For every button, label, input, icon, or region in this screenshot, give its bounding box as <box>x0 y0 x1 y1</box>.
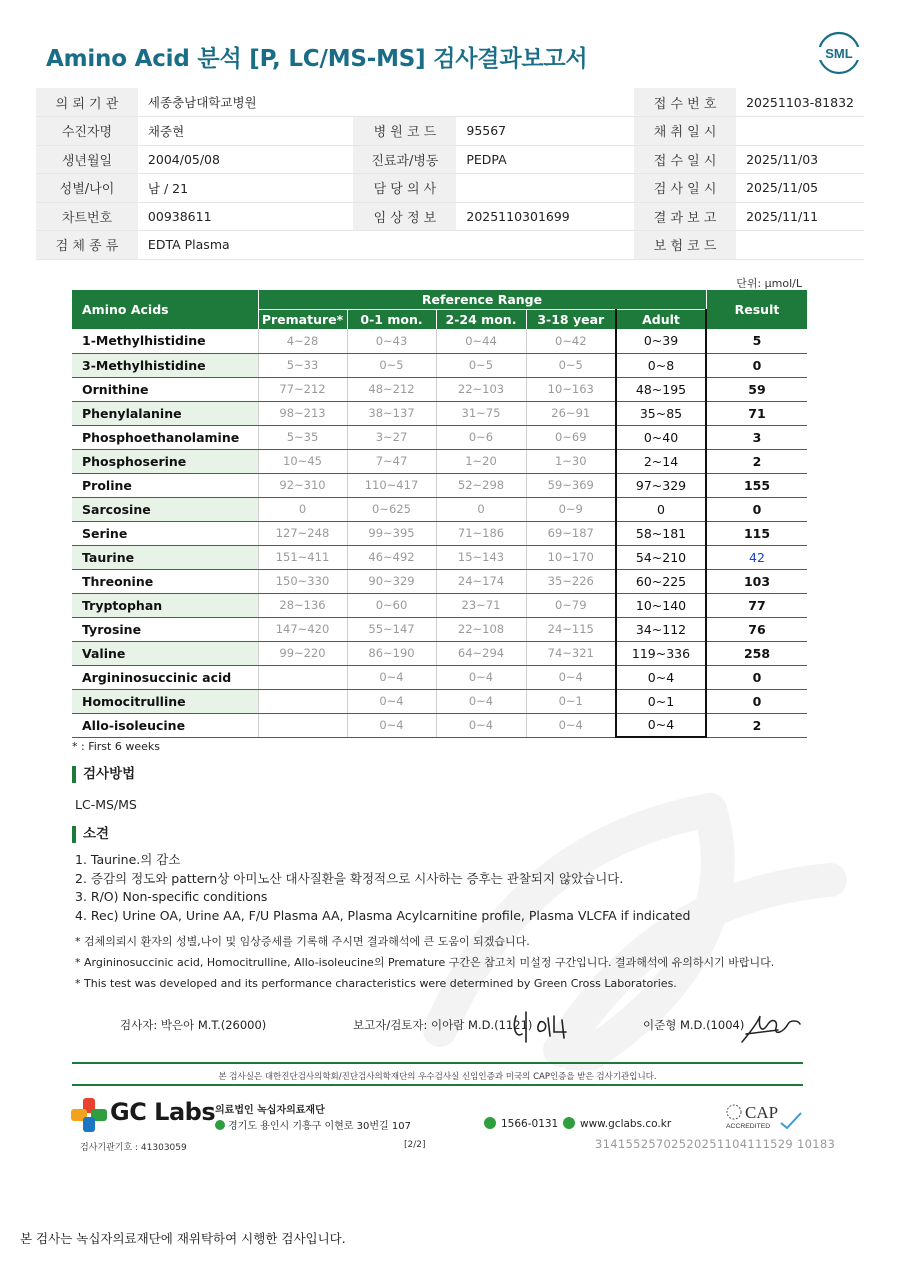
note-item: * Argininosuccinic acid, Homocitrulline, Allo-isoleucine의 Premature 구간은 참고치 미설정 구간입니다. 결과해석에 유의하시기 바랍니다. <box>75 956 775 969</box>
result-value: 5 <box>706 329 807 353</box>
info-value: 남 / 21 <box>138 174 354 203</box>
amino-acid-name: Threonine <box>72 569 258 593</box>
sml-logo <box>816 31 862 75</box>
findings-section-title: 소견 <box>72 826 109 843</box>
institution-code: 검사기관기호 : 41303059 <box>80 1143 187 1153</box>
amino-acid-name: Allo-isoleucine <box>72 713 258 737</box>
info-value: PEDPA <box>456 145 634 174</box>
unit-label: 단위: μmol/L <box>736 277 802 290</box>
ref-3-18-year: 0~4 <box>526 713 616 737</box>
amino-acid-name: Valine <box>72 641 258 665</box>
ref-2-24-mon: 1~20 <box>436 449 526 473</box>
info-value: 2025/11/05 <box>736 174 864 203</box>
info-label: 차트번호 <box>36 202 138 231</box>
ref-2-24-mon: 0~4 <box>436 689 526 713</box>
ref-0-1-mon: 55~147 <box>347 617 436 641</box>
amino-acid-name: Phosphoethanolamine <box>72 425 258 449</box>
info-value <box>456 174 634 203</box>
ref-3-18-year: 0~4 <box>526 665 616 689</box>
ref-premature: 77~212 <box>258 377 347 401</box>
result-value: 59 <box>706 377 807 401</box>
finding-item: 1. Taurine.의 감소 <box>75 852 181 867</box>
amino-acid-row <box>72 401 807 425</box>
header-3-18-year: 3-18 year <box>526 309 616 329</box>
ref-premature: 151~411 <box>258 545 347 569</box>
info-value: 00938611 <box>138 202 354 231</box>
amino-acid-name: 1-Methylhistidine <box>72 329 258 353</box>
ref-adult: 10~140 <box>616 593 706 617</box>
ref-3-18-year: 0~42 <box>526 329 616 353</box>
ref-adult: 0~8 <box>616 353 706 377</box>
result-value: 42 <box>706 545 807 569</box>
ref-3-18-year: 10~170 <box>526 545 616 569</box>
info-label: 의 뢰 기 관 <box>36 88 138 117</box>
ref-3-18-year: 26~91 <box>526 401 616 425</box>
ref-2-24-mon: 64~294 <box>436 641 526 665</box>
ref-2-24-mon: 22~108 <box>436 617 526 641</box>
info-label: 생년월일 <box>36 145 138 174</box>
ref-premature: 0 <box>258 497 347 521</box>
ref-0-1-mon: 0~4 <box>347 713 436 737</box>
info-label: 임 상 정 보 <box>353 202 456 231</box>
ref-0-1-mon: 38~137 <box>347 401 436 425</box>
info-row <box>36 145 864 174</box>
ref-2-24-mon: 22~103 <box>436 377 526 401</box>
ref-2-24-mon: 24~174 <box>436 569 526 593</box>
amino-acid-rows <box>72 329 807 737</box>
certification-text: 본 검사실은 대한진단검사의학회/진단검사의학재단의 우수검사실 신임인증과 미국의 CAP인증을 받은 검사기관입니다. <box>218 1072 657 1082</box>
outsourcing-note: 본 검사는 녹십자의료재단에 재위탁하여 시행한 검사입니다. <box>20 1231 346 1246</box>
ref-0-1-mon: 110~417 <box>347 473 436 497</box>
page-number: [2/2] <box>404 1140 426 1150</box>
info-row <box>36 231 864 260</box>
amino-acid-name: Sarcosine <box>72 497 258 521</box>
ref-2-24-mon: 71~186 <box>436 521 526 545</box>
info-row <box>36 202 864 231</box>
ref-premature: 4~28 <box>258 329 347 353</box>
ref-adult: 0 <box>616 497 706 521</box>
ref-2-24-mon: 0 <box>436 497 526 521</box>
info-value: 2025/11/11 <box>736 202 864 231</box>
cap-accredited-logo <box>725 1101 805 1131</box>
ref-adult: 0~4 <box>616 665 706 689</box>
result-value: 115 <box>706 521 807 545</box>
amino-acid-row <box>72 377 807 401</box>
info-label: 검 체 종 류 <box>36 231 138 260</box>
gc-labs-logo-icon <box>70 1097 108 1133</box>
ref-premature: 28~136 <box>258 593 347 617</box>
footer-top-rule <box>72 1062 803 1064</box>
ref-adult: 35~85 <box>616 401 706 425</box>
ref-0-1-mon: 0~60 <box>347 593 436 617</box>
ref-3-18-year: 0~69 <box>526 425 616 449</box>
amino-acid-row <box>72 713 807 737</box>
ref-adult: 54~210 <box>616 545 706 569</box>
phone <box>484 1117 558 1130</box>
amino-acid-row <box>72 665 807 689</box>
ref-adult: 0~1 <box>616 689 706 713</box>
amino-acid-name: 3-Methylhistidine <box>72 353 258 377</box>
ref-premature <box>258 713 347 737</box>
result-value: 0 <box>706 665 807 689</box>
info-label: 접 수 번 호 <box>634 88 736 117</box>
amino-acid-name: Phosphoserine <box>72 449 258 473</box>
header-result: Result <box>706 290 807 329</box>
info-row <box>36 88 864 117</box>
info-value: 20251103-81832 <box>736 88 864 117</box>
amino-acid-name: Argininosuccinic acid <box>72 665 258 689</box>
ref-3-18-year: 69~187 <box>526 521 616 545</box>
result-value: 77 <box>706 593 807 617</box>
ref-0-1-mon: 99~395 <box>347 521 436 545</box>
ref-0-1-mon: 0~5 <box>347 353 436 377</box>
doctor-signer: 이준형 M.D.(1004) <box>643 1018 745 1032</box>
gc-labs-brand: GC Labs <box>110 1098 216 1126</box>
info-row <box>36 117 864 146</box>
amino-acid-name: Ornithine <box>72 377 258 401</box>
ref-3-18-year: 0~5 <box>526 353 616 377</box>
ref-premature: 10~45 <box>258 449 347 473</box>
ref-adult: 2~14 <box>616 449 706 473</box>
ref-0-1-mon: 0~4 <box>347 665 436 689</box>
amino-acid-name: Serine <box>72 521 258 545</box>
reporter-signer: 보고자/검토자: 이아람 M.D.(1121) <box>353 1018 533 1032</box>
table-footnote: * : First 6 weeks <box>72 740 160 753</box>
ref-adult: 0~39 <box>616 329 706 353</box>
ref-3-18-year: 0~1 <box>526 689 616 713</box>
phone-icon <box>484 1117 496 1129</box>
ref-0-1-mon: 3~27 <box>347 425 436 449</box>
svg-text:ACCREDITED: ACCREDITED <box>726 1123 771 1130</box>
header-amino-acids: Amino Acids <box>72 290 258 329</box>
ref-0-1-mon: 46~492 <box>347 545 436 569</box>
svg-text:CAP: CAP <box>745 1103 779 1122</box>
amino-acid-row <box>72 353 807 377</box>
finding-item: 3. R/O) Non-specific conditions <box>75 889 268 905</box>
result-value: 155 <box>706 473 807 497</box>
amino-acid-row <box>72 569 807 593</box>
amino-acid-row <box>72 593 807 617</box>
header-2-24-mon: 2-24 mon. <box>436 309 526 329</box>
amino-acid-row <box>72 449 807 473</box>
reporter-signature <box>510 1008 580 1044</box>
info-value <box>736 117 864 146</box>
ref-premature: 98~213 <box>258 401 347 425</box>
result-value: 103 <box>706 569 807 593</box>
amino-acid-row <box>72 425 807 449</box>
amino-acid-row <box>72 641 807 665</box>
address <box>215 1117 411 1132</box>
location-pin-icon <box>215 1120 225 1130</box>
amino-acid-name: Proline <box>72 473 258 497</box>
ref-adult: 34~112 <box>616 617 706 641</box>
ref-3-18-year: 35~226 <box>526 569 616 593</box>
result-value: 0 <box>706 497 807 521</box>
ref-2-24-mon: 0~5 <box>436 353 526 377</box>
ref-3-18-year: 10~163 <box>526 377 616 401</box>
amino-acid-row <box>72 473 807 497</box>
report-title: Amino Acid 분석 [P, LC/MS-MS] 검사결과보고서 <box>46 46 588 72</box>
ref-3-18-year: 0~9 <box>526 497 616 521</box>
info-label: 검 사 일 시 <box>634 174 736 203</box>
ref-premature: 5~33 <box>258 353 347 377</box>
info-label: 진료과/병동 <box>353 145 456 174</box>
amino-acid-row <box>72 689 807 713</box>
ref-adult: 0~4 <box>616 713 706 737</box>
amino-acid-row <box>72 521 807 545</box>
info-label: 결 과 보 고 <box>634 202 736 231</box>
findings-list <box>75 851 690 926</box>
result-value: 71 <box>706 401 807 425</box>
ref-premature: 5~35 <box>258 425 347 449</box>
ref-adult: 48~195 <box>616 377 706 401</box>
result-value: 0 <box>706 353 807 377</box>
info-label: 채 취 일 시 <box>634 117 736 146</box>
result-value: 2 <box>706 449 807 473</box>
patient-info-table <box>36 88 864 260</box>
ref-0-1-mon: 86~190 <box>347 641 436 665</box>
info-value: 채중현 <box>138 117 354 146</box>
info-label: 수진자명 <box>36 117 138 146</box>
ref-adult: 0~40 <box>616 425 706 449</box>
ref-adult: 119~336 <box>616 641 706 665</box>
info-value <box>736 231 864 260</box>
doctor-signature <box>738 1010 804 1046</box>
info-value: 세종충남대학교병원 <box>138 88 634 117</box>
ref-0-1-mon: 7~47 <box>347 449 436 473</box>
info-label: 보 험 코 드 <box>634 231 736 260</box>
info-value: 2025110301699 <box>456 202 634 231</box>
ref-2-24-mon: 0~4 <box>436 713 526 737</box>
finding-item: 4. Rec) Urine OA, Urine AA, F/U Plasma AA, Plasma Acylcarnitine profile, Plasma VLCFA if indicated <box>75 908 691 924</box>
amino-acid-name: Tryptophan <box>72 593 258 617</box>
ref-3-18-year: 24~115 <box>526 617 616 641</box>
ref-adult: 60~225 <box>616 569 706 593</box>
finding-item: 2. 증감의 정도와 pattern상 아미노산 대사질환을 확정적으로 시사하는 증후는 관찰되지 않았습니다. <box>75 870 624 886</box>
note-item: * 검체의뢰시 환자의 성별,나이 및 임상증세를 기록해 주시면 결과해석에 큰 도움이 되겠습니다. <box>75 935 530 948</box>
info-label: 성별/나이 <box>36 174 138 203</box>
foundation-name: 의료법인 녹십자의료재단 <box>215 1105 325 1116</box>
result-value: 3 <box>706 425 807 449</box>
method-text: LC-MS/MS <box>75 797 137 812</box>
phone-text: 1566-0131 <box>501 1118 559 1130</box>
ref-2-24-mon: 0~6 <box>436 425 526 449</box>
info-value: EDTA Plasma <box>138 231 634 260</box>
amino-acid-row <box>72 545 807 569</box>
home-icon <box>563 1117 575 1129</box>
ref-2-24-mon: 15~143 <box>436 545 526 569</box>
ref-2-24-mon: 31~75 <box>436 401 526 425</box>
amino-acid-name: Phenylalanine <box>72 401 258 425</box>
header-premature: Premature* <box>258 309 347 329</box>
ref-3-18-year: 59~369 <box>526 473 616 497</box>
info-label: 병 원 코 드 <box>353 117 456 146</box>
result-value: 0 <box>706 689 807 713</box>
svg-text:SML: SML <box>825 46 853 61</box>
amino-acid-row <box>72 617 807 641</box>
ref-3-18-year: 0~79 <box>526 593 616 617</box>
ref-premature: 92~310 <box>258 473 347 497</box>
ref-0-1-mon: 0~625 <box>347 497 436 521</box>
ref-3-18-year: 1~30 <box>526 449 616 473</box>
barcode-number: 31415525702520251104111529 10183 <box>595 1137 836 1151</box>
ref-premature: 127~248 <box>258 521 347 545</box>
ref-premature: 147~420 <box>258 617 347 641</box>
info-value: 2025/11/03 <box>736 145 864 174</box>
ref-premature: 99~220 <box>258 641 347 665</box>
ref-2-24-mon: 23~71 <box>436 593 526 617</box>
ref-0-1-mon: 0~43 <box>347 329 436 353</box>
amino-acid-table <box>72 290 807 738</box>
amino-acid-row <box>72 329 807 353</box>
result-value: 2 <box>706 713 807 737</box>
note-item: * This test was developed and its performance characteristics were determined by Green Cross Laboratories. <box>75 977 677 990</box>
amino-acid-name: Taurine <box>72 545 258 569</box>
result-value: 258 <box>706 641 807 665</box>
ref-adult: 58~181 <box>616 521 706 545</box>
ref-2-24-mon: 52~298 <box>436 473 526 497</box>
ref-3-18-year: 74~321 <box>526 641 616 665</box>
info-label: 담 당 의 사 <box>353 174 456 203</box>
header-0-1-mon: 0-1 mon. <box>347 309 436 329</box>
ref-0-1-mon: 90~329 <box>347 569 436 593</box>
ref-premature: 150~330 <box>258 569 347 593</box>
ref-0-1-mon: 0~4 <box>347 689 436 713</box>
ref-premature <box>258 665 347 689</box>
ref-adult: 97~329 <box>616 473 706 497</box>
ref-0-1-mon: 48~212 <box>347 377 436 401</box>
ref-2-24-mon: 0~4 <box>436 665 526 689</box>
method-section-title: 검사방법 <box>72 766 135 783</box>
info-value: 2004/05/08 <box>138 145 354 174</box>
result-value: 76 <box>706 617 807 641</box>
amino-acid-row <box>72 497 807 521</box>
ref-2-24-mon: 0~44 <box>436 329 526 353</box>
footer-bottom-rule <box>72 1084 803 1086</box>
address-text: 경기도 용인시 기흥구 이현로 30번길 107 <box>228 1121 411 1132</box>
info-value: 95567 <box>456 117 634 146</box>
info-label: 접 수 일 시 <box>634 145 736 174</box>
website-text: www.gclabs.co.kr <box>580 1118 672 1130</box>
notes-list <box>75 931 774 994</box>
header-adult: Adult <box>616 309 706 329</box>
amino-acid-name: Homocitrulline <box>72 689 258 713</box>
tester-signer: 검사자: 박은아 M.T.(26000) <box>120 1018 267 1032</box>
ref-premature <box>258 689 347 713</box>
website[interactable] <box>563 1117 671 1130</box>
header-reference-range: Reference Range <box>258 290 706 309</box>
info-row <box>36 174 864 203</box>
amino-acid-name: Tyrosine <box>72 617 258 641</box>
